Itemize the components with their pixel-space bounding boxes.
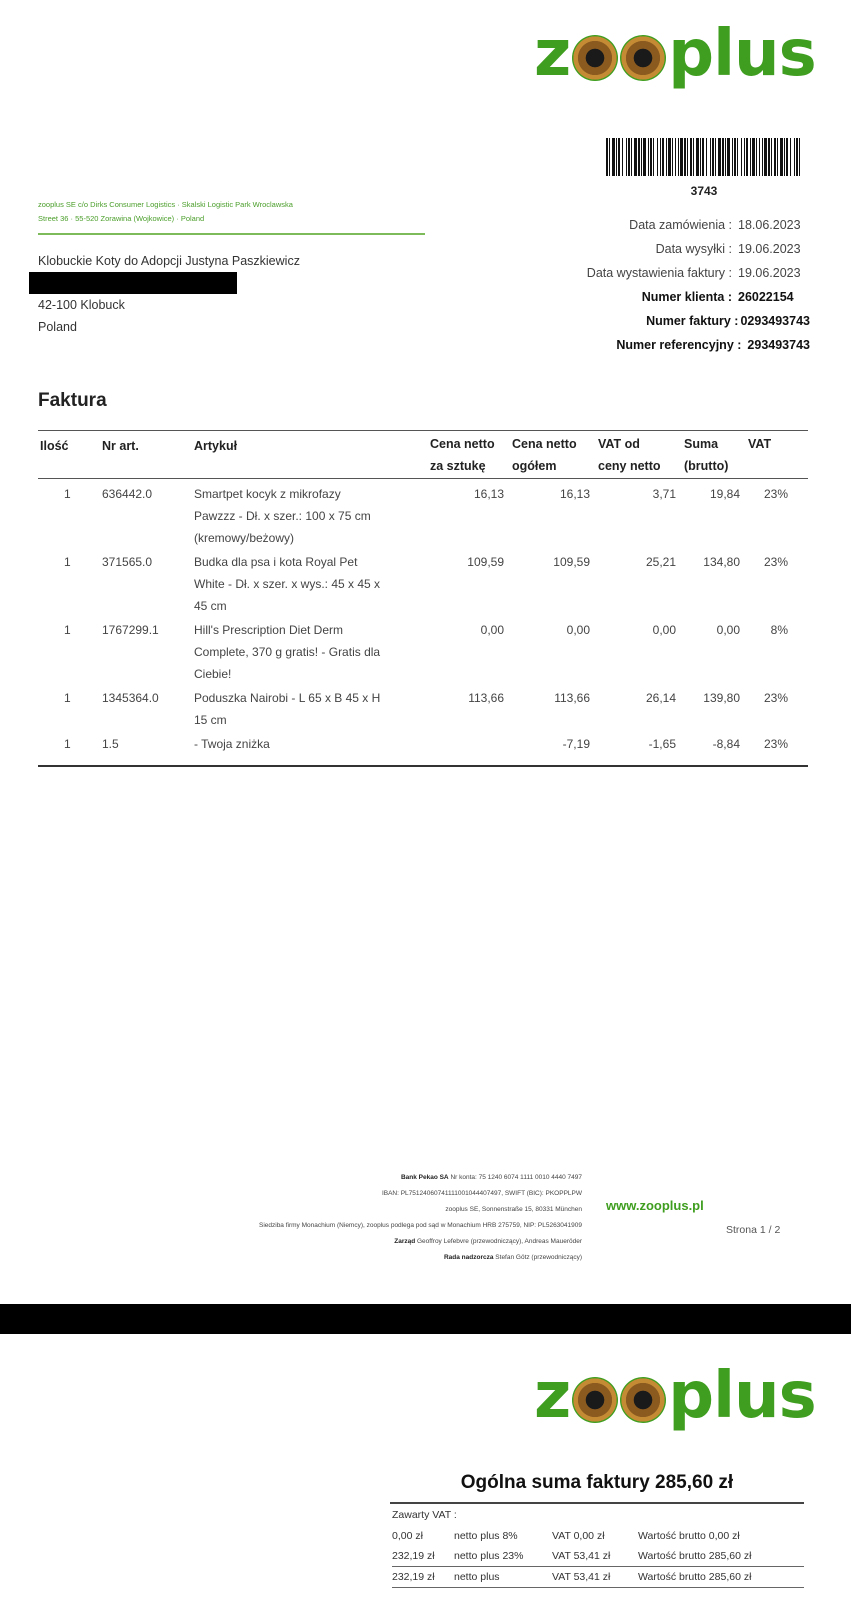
- logo-eyes-icon: [571, 1373, 667, 1419]
- vat-summary: [392, 1504, 804, 1588]
- header-qty: Ilość: [40, 439, 69, 453]
- table-row: 1 1345364.0 Poduszka Nairobi - L 65 x B 45 x H 15 cm 113,66 113,66 26,14 139,80 23%: [64, 691, 788, 727]
- table-row: 1 636442.0 Smartpet kocyk z mikrofazy Pawzzz - Dł. x szer.: 100 x 75 cm (kremowy/beżowy) 16,13 16,13 3,71 19,84 23%: [64, 487, 788, 545]
- header-unit-net: Cena netto za sztukę: [430, 437, 495, 473]
- header-vat: VAT: [748, 437, 772, 451]
- barcode-number: 3743: [690, 184, 718, 198]
- logo-eyes-icon: [571, 31, 667, 77]
- logo-text-right: plus: [668, 17, 816, 91]
- table-row: 1 1767299.1 Hill's Prescription Diet Derm Complete, 370 g gratis! - Gratis dla Ciebie! 0,00 0,00 0,00 0,00 8%: [64, 623, 788, 681]
- header-vat-from: VAT od ceny netto: [598, 437, 661, 473]
- barcode: [606, 138, 802, 176]
- zooplus-logo: [534, 17, 816, 91]
- meta-invoice-number: Numer faktury : 0293493743: [646, 314, 810, 328]
- footer-iban: IBAN: PL75124060741111001044407497, SWIFT (BIC): PKOPPLPW: [381, 1190, 582, 1197]
- items-table: [38, 430, 808, 767]
- header-art: Nr art.: [102, 439, 139, 453]
- footer-bank: Bank Pekao SA Nr konta: 75 1240 6074 1111 0010 4440 7497: [400, 1174, 582, 1181]
- meta-invoice-date: Data wystawienia faktury : 19.06.2023: [586, 266, 801, 280]
- logo-text-left: z: [534, 17, 571, 91]
- footer-council: Rada nadzorcza Stefan Götz (przewodniczący): [443, 1254, 582, 1261]
- table-header: [38, 431, 808, 479]
- recipient-city: 42-100 Klobuck: [38, 298, 125, 312]
- meta-order-date: Data zamówienia : 18.06.2023: [629, 218, 801, 232]
- table-body: [38, 479, 808, 765]
- footer-address: zooplus SE, Sonnenstraße 15, 80331 München: [445, 1206, 582, 1213]
- recipient-name: Klobuckie Koty do Adopcji Justyna Paszkiewicz: [38, 254, 300, 268]
- header-sum: Suma (brutto): [684, 437, 729, 473]
- footer-seat: Siedziba firmy Monachium (Niemcy), zooplus podlega pod sąd w Monachium HRB 275759, NIP: PL5263041909: [258, 1222, 582, 1229]
- table-row: 1 371565.0 Budka dla psa i kota Royal Pet White - Dł. x szer. x wys.: 45 x 45 x 45 cm 109,59 109,59 25,21 134,80 23%: [64, 555, 788, 613]
- sender-line-2: Street 36 · 55-520 Zorawina (Wojkowice) · Poland: [38, 214, 205, 223]
- invoice-total-title: Ogólna suma faktury 285,60 zł: [460, 1472, 734, 1493]
- vat-row-total: 232,19 zł netto plus VAT 53,41 zł Wartość brutto 285,60 zł: [392, 1567, 804, 1588]
- vat-row-8: 0,00 zł netto plus 8% VAT 0,00 zł Wartość brutto 0,00 zł: [392, 1529, 740, 1542]
- invoice-heading: Faktura: [38, 390, 107, 411]
- vat-row-23: 232,19 zł netto plus 23% VAT 53,41 zł Wartość brutto 285,60 zł: [392, 1546, 804, 1567]
- table-row: 1 1.5 - Twoja zniżka -7,19 -1,65 -8,84 23%: [64, 737, 788, 751]
- page-number: Strona 1 / 2: [726, 1224, 781, 1236]
- legal-footer: [100, 1170, 582, 1266]
- sender-line-1: zooplus SE c/o Dirks Consumer Logistics · Skalski Logistic Park Wroclawska: [38, 200, 293, 209]
- meta-reference-number: Numer referencyjny : 293493743: [616, 338, 810, 352]
- order-meta: [520, 213, 810, 357]
- sender-divider: [38, 233, 425, 235]
- vat-heading: Zawarty VAT :: [392, 1508, 457, 1521]
- website-link[interactable]: www.zooplus.pl: [606, 1198, 704, 1213]
- redacted-street: [29, 272, 237, 294]
- meta-ship-date: Data wysyłki : 19.06.2023: [655, 242, 801, 256]
- barcode-bar: [800, 138, 802, 176]
- header-total-net: Cena netto ogółem: [512, 437, 577, 473]
- zooplus-logo-page2: z plus: [534, 1359, 816, 1433]
- recipient-country: Poland: [38, 320, 77, 334]
- meta-customer-number: Numer klienta : 26022154: [641, 290, 794, 304]
- header-item: Artykuł: [194, 439, 238, 453]
- footer-board: Zarząd Geoffroy Lefebvre (przewodniczący), Andreas Maueröder: [394, 1238, 582, 1245]
- page-separator: [0, 1304, 851, 1334]
- sender-address: [38, 198, 428, 226]
